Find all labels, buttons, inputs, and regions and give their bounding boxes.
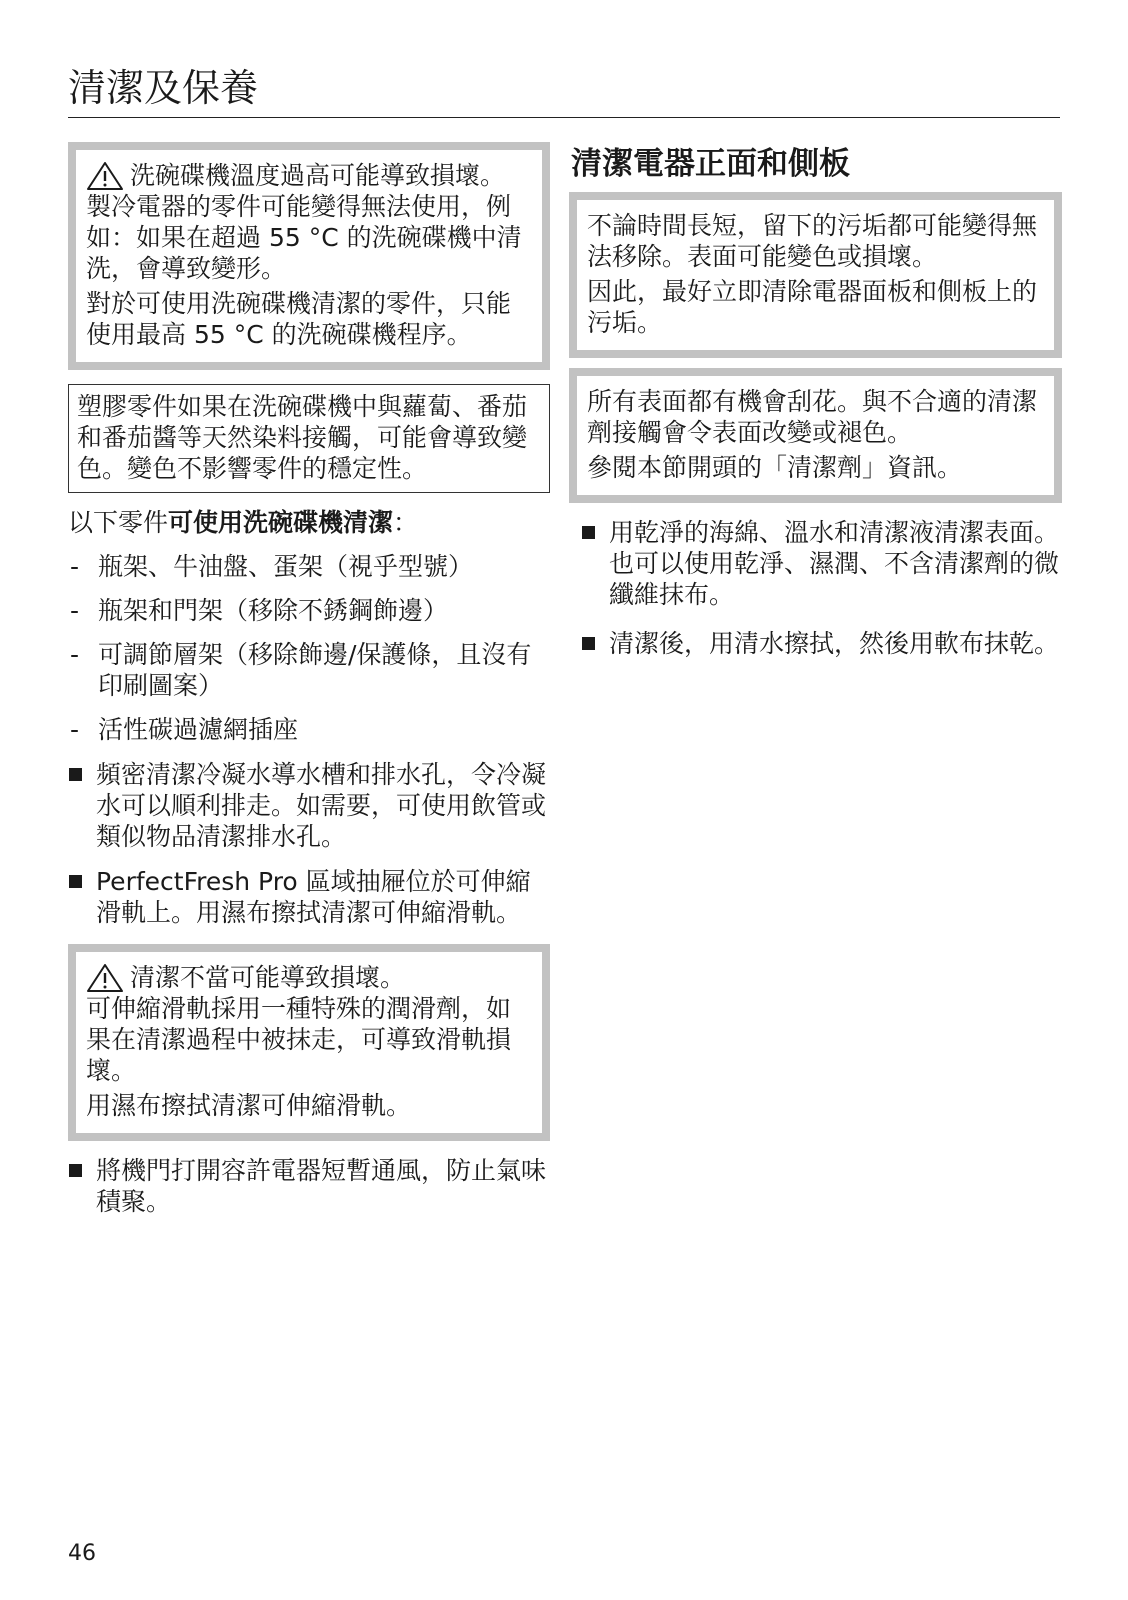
instruction-item	[68, 866, 550, 928]
note-box-plastic-discoloration: 塑膠零件如果在洗碗碟機中與蘿蔔、番茄和番茄醬等天然染料接觸，可能會導致變色。變色不影響零件的穩定性。	[68, 384, 550, 493]
instruction-text: PerfectFresh Pro 區域抽屜位於可伸縮滑軌上。用濕布擦拭清潔可伸縮滑軌。	[96, 867, 531, 927]
square-bullet-icon	[69, 875, 82, 888]
instruction-text: 頻密清潔冷凝水導水槽和排水孔，令冷凝水可以順利排走。如需要，可使用飲管或類似物品清潔排水孔。	[96, 760, 547, 851]
warning-paragraph: 對於可使用洗碗碟機清潔的零件，只能使用最高 55 °C 的洗碗碟機程序。	[86, 289, 512, 349]
list-item: - 瓶架和門架（移除不銹鋼飾邊）	[68, 595, 550, 626]
list-item: - 瓶架、牛油盤、蛋架（視乎型號）	[68, 551, 550, 582]
warning-paragraph: 製冷電器的零件可能變得無法使用，例如：如果在超過 55 °C 的洗碗碟機中清洗，會導致變形。	[86, 192, 522, 283]
title-rule	[68, 117, 1060, 118]
warning-paragraph: 可伸縮滑軌採用一種特殊的潤滑劑，如果在清潔過程中被抹走，可導致滑軌損壞。	[86, 994, 512, 1085]
note-paragraph: 所有表面都有機會刮花。與不合適的清潔劑接觸會令表面改變或褪色。	[587, 387, 1038, 447]
instruction-text: 用乾淨的海綿、溫水和清潔液清潔表面。也可以使用乾淨、濕潤、不含清潔劑的微纖維抹布。	[609, 518, 1060, 609]
dishwasher-safe-parts-list	[68, 551, 550, 745]
instruction-list	[68, 759, 550, 928]
warning-heading: 洗碗碟機溫度過高可能導致損壞。	[130, 161, 506, 190]
warning-box-telescopic-rails	[68, 944, 550, 1141]
instruction-list	[68, 1155, 550, 1217]
note-paragraph: 參閱本節開頭的「清潔劑」資訊。	[587, 453, 963, 482]
instruction-list	[581, 517, 1060, 659]
right-column	[571, 142, 1060, 659]
warning-heading-row	[86, 962, 532, 993]
warning-triangle-icon	[86, 963, 124, 993]
instruction-item	[68, 1155, 550, 1217]
note-paragraph: 因此，最好立即清除電器面板和側板上的污垢。	[587, 277, 1038, 337]
page-title: 清潔及保養	[68, 66, 259, 110]
warning-heading-row	[86, 160, 532, 191]
intro-suffix: ：	[393, 508, 419, 537]
note-paragraph: 不論時間長短，留下的污垢都可能變得無法移除。表面可能變色或損壞。	[587, 211, 1038, 271]
square-bullet-icon	[582, 526, 595, 539]
instruction-item	[581, 628, 1060, 659]
note-box-scratches	[569, 368, 1062, 503]
note-box-dirt-removal	[569, 192, 1062, 358]
warning-paragraph: 用濕布擦拭清潔可伸縮滑軌。	[86, 1091, 412, 1120]
list-item: - 活性碳過濾網插座	[68, 714, 550, 745]
left-column	[68, 142, 550, 1217]
square-bullet-icon	[69, 768, 82, 781]
dishwasher-safe-intro	[68, 507, 550, 538]
page-number: 46	[68, 1541, 96, 1566]
instruction-text: 將機門打開容許電器短暫通風，防止氣味積聚。	[96, 1156, 547, 1216]
warning-heading: 清潔不當可能導致損壞。	[130, 963, 406, 992]
section-title: 清潔電器正面和側板	[571, 146, 850, 182]
instruction-text: 清潔後，用清水擦拭，然後用軟布抹乾。	[609, 629, 1060, 658]
instruction-item	[581, 517, 1060, 610]
instruction-item	[68, 759, 550, 852]
warning-triangle-icon	[86, 161, 124, 191]
square-bullet-icon	[69, 1164, 82, 1177]
list-item: - 可調節層架（移除飾邊/保護條，且沒有印刷圖案）	[68, 639, 550, 701]
intro-prefix: 以下零件	[68, 508, 169, 537]
intro-bold: 可使用洗碗碟機清潔	[168, 508, 394, 537]
square-bullet-icon	[582, 637, 595, 650]
warning-box-dishwasher-temperature	[68, 142, 550, 370]
